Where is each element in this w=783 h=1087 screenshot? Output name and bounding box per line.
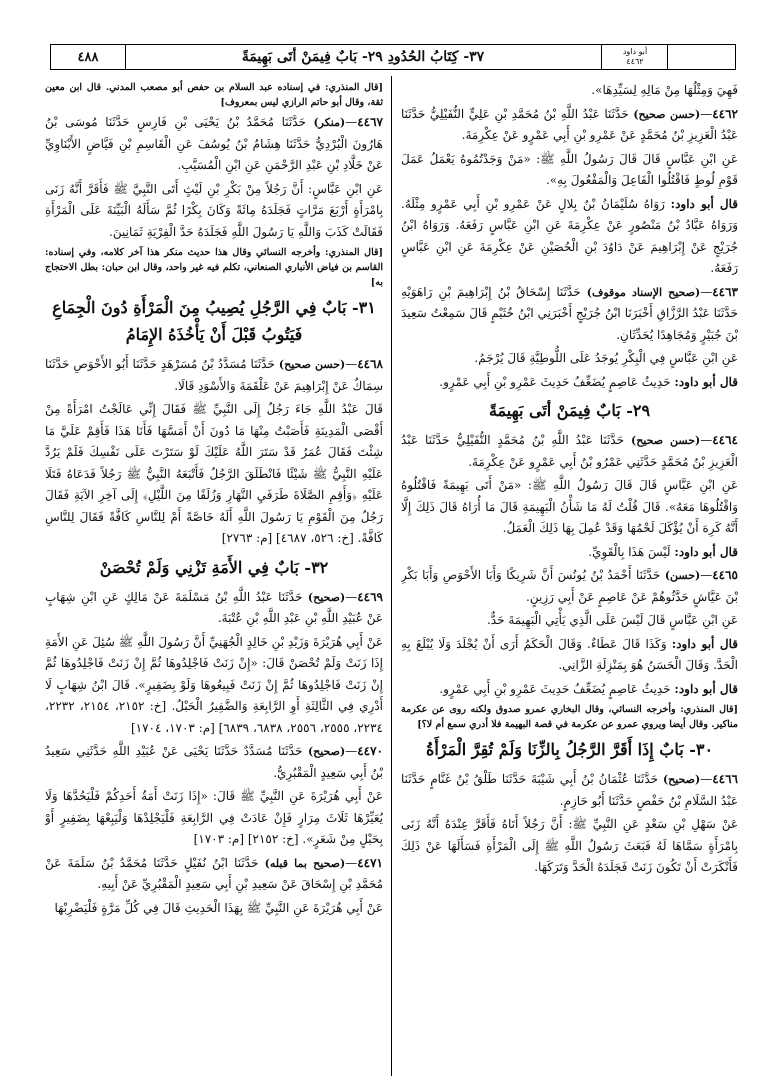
hadith-paragraph: ٤٤٦٨—(حسن صحيح) حَدَّثَنَا مُسَدَّدُ بْنُ مُسَرْهَدٍ حَدَّثَنَا أَبُو الأَحْوَصِ حَدَّثَنَا سِمَاكٌ عَنْ إِبْرَاهِيمَ عَنْ عَلْقَمَةَ وَالأَسْوَدِ قَالَا. <box>45 357 383 393</box>
footnote: [قال المنذري: وأخرجه النسائي، وقال البخاري عمرو صدوق ولكنه روى عن عكرمة مناكير. وقال أيضا ويروي عمرو عن عكرمة في قصة البهيمة فلا أدري سمع أم لا؟] <box>401 704 738 730</box>
hadith-paragraph: ٤٤٦٣—(صحيح الإسناد موقوف) حَدَّثَنَا إِسْحَاقُ بْنُ إِبْرَاهِيمَ بْنِ رَاهَوَيْهِ حَدَّثَنَا عَبْدُ الرَّزَّاقِ أَخْبَرَنَا ابْنُ جُرَيْجٍ أَخْبَرَنِي ابْنُ خُثَيْمٍ قَالَ سَمِعْتُ سَعِيدَ بْنَ جُبَيْرٍ وَمُجَاهِدًا يُحَدِّثَانِ. <box>401 284 738 342</box>
hadith-grade: (صحيح بما قبله) <box>264 856 346 870</box>
text-paragraph: عَنْ أَبِي هُرَيْرَةَ وَزَيْدِ بْنِ خَالِدٍ الْجُهَنِيِّ أَنَّ رَسُولَ اللَّهِ ﷺ سُئِلَ عَنِ الأَمَةِ إِذَا زَنَتْ وَلَمْ تُحْصَنْ قَالَ: «إِنْ زَنَتْ فَاجْلِدُوهَا ثُمَّ إِنْ زَنَتْ فَاجْلِدُوهَا ثُمَّ إِنْ زَنَتْ فَاجْلِدُوهَا ثُمَّ إِنْ زَنَتْ فَبِيعُوهَا وَلَوْ بِضَفِيرٍ». قَالَ ابْنُ شِهَابٍ لَا أَدْرِي فِي الثَّالِثَةِ أَوِ الرَّابِعَةِ وَالضَّفِيرُ الْحَبْلُ. [خ: ٢١٥٢، ٢١٥٤، ٢٢٣٢، ٢٢٣٤، ٢٥٥٥، ٢٥٥٦، ٦٨٣٨، ٦٨٣٩] [م: ١٧٠٣، ١٧٠٤] <box>45 634 383 735</box>
hadith-text: حَدَّثَنَا مُسَدَّدُ بْنُ مُسَرْهَدٍ حَدَّثَنَا أَبُو الأَحْوَصِ حَدَّثَنَا سِمَاكٌ عَنْ إِبْرَاهِيمَ عَنْ عَلْقَمَةَ وَالأَسْوَدِ قَالَا. <box>45 357 383 393</box>
remark-text: حَدِيثُ عَاصِمٍ يُضَعِّفُ حَدِيثَ عَمْرِو بْنِ أَبِي عَمْرٍو. <box>439 681 671 696</box>
hadith-text: حَدَّثَنَا إِسْحَاقُ بْنُ إِبْرَاهِيمَ بْنِ رَاهَوَيْهِ حَدَّثَنَا عَبْدُ الرَّزَّاقِ أَخْبَرَنَا ابْنُ جُرَيْجٍ أَخْبَرَنِي ابْنُ خُثَيْمٍ قَالَ سَمِعْتُ سَعِيدَ بْنَ جُبَيْرٍ وَمُجَاهِدًا يُحَدِّثَانِ. <box>401 284 738 342</box>
hadith-text: حَدَّثَنَا أَحْمَدُ بْنُ يُونُسَ أَنَّ شَرِيكًا وَأَبَا الأَحْوَصِ وَأَبَا بَكْرِ بْنَ عَيَّاشٍ حَدَّثُوهُمْ عَنْ عَاصِمٍ عَنْ أَبِي رَزِينٍ. <box>401 568 738 604</box>
hadith-grade: (حسن) <box>664 569 701 582</box>
left-column <box>45 80 383 921</box>
hadith-paragraph: ٤٤٦٧—(منكر) حَدَّثَنَا مُحَمَّدُ بْنُ يَحْيَى بْنِ فَارِسٍ حَدَّثَنَا مُوسَى بْنُ هَارُونَ الْبُرْدِيُّ حَدَّثَنَا هِشَامُ بْنُ يُوسُفَ عَنِ الْقَاسِمِ بْنِ فَيَّاضٍ الأَبْنَاوِيِّ عَنْ خَلَّادِ بْنِ عَبْدِ الرَّحْمَنِ عَنِ ابْنِ الْمُسَيَّبِ. <box>45 115 383 172</box>
remark-lead: قال أبو داود: <box>674 681 738 696</box>
header-blank-cell <box>667 45 736 69</box>
right-column <box>401 80 738 881</box>
footnote: [قال المنذري: وأخرجه النسائي وقال هذا حديث منكر هذا آخر كلامه، وفي إسناده: القاسم بن فياض الأنباري الصنعاني، تكلم فيه غير واحد، وقال ابن حبان: بطل الاحتجاج به] <box>45 247 383 288</box>
text-paragraph: عَنْ أَبِي هُرَيْرَةَ عَنِ النَّبِيِّ ﷺ قَالَ: «إِذَا زَنَتْ أَمَةُ أَحَدِكُمْ فَلْيَحُدَّهَا وَلَا يُعَيِّرْهَا ثَلَاثَ مِرَارٍ فَإِنْ عَادَتْ فِي الرَّابِعَةِ فَلْيَجْلِدْهَا وَلْيَبِعْهَا بِضَفِيرٍ أَوْ بِحَبْلٍ مِنْ شَعَرٍ». [خ: ٢١٥٢] [م: ١٧٠٣] <box>45 789 383 846</box>
hadith-grade: (صحيح الإسناد موقوف) <box>586 285 701 299</box>
hadith-text: حَدَّثَنَا مُسَدَّدٌ حَدَّثَنَا يَحْيَى عَنْ عُبَيْدِ اللَّهِ حَدَّثَنِي سَعِيدُ بْنُ أَبِي سَعِيدٍ الْمَقْبُرِيُّ. <box>45 744 383 780</box>
hadith-number: ٤٤٦٨ <box>357 357 383 371</box>
hadith-grade: (منكر) <box>313 116 346 129</box>
book-reference <box>601 45 668 69</box>
hadith-number: ٤٤٦٦ <box>712 772 738 786</box>
hadith-number: ٤٤٦٢ <box>712 106 738 121</box>
author-remark <box>401 542 738 564</box>
hadith-text: حَدَّثَنَا ابْنُ نُفَيْلٍ حَدَّثَنَا مُحَمَّدُ بْنُ سَلَمَةَ عَنْ مُحَمَّدِ بْنِ إِسْحَاقَ عَنْ سَعِيدِ بْنِ أَبِي سَعِيدٍ الْمَقْبُرِيِّ عَنْ أَبِيهِ. <box>45 855 383 891</box>
remark-text: وَكَذَا قَالَ عَطَاءٌ. وَقَالَ الْحَكَمُ أَرَى أَنْ يُجْلَدَ وَلَا يُبْلَغَ بِهِ الْحَدَّ. وَقَالَ الْحَسَنُ هُوَ بِمَنْزِلَةِ الزَّانِي. <box>401 636 738 672</box>
page-header <box>50 44 736 70</box>
hadith-text: حَدَّثَنَا عُثْمَانُ بْنُ أَبِي شَيْبَةَ حَدَّثَنَا طَلْقُ بْنُ غَنَّامٍ حَدَّثَنَا عَبْدُ السَّلَامِ بْنُ حَفْصٍ حَدَّثَنَا أَبُو حَازِمٍ. <box>401 772 738 808</box>
running-title: ٣٧- كِتَابُ الحُدُودِ ٢٩- بَابٌ فِيمَنْ أتَى بَهِيمَةً <box>241 49 485 65</box>
hadith-number: ٤٤٧٠ <box>357 744 383 758</box>
hadith-paragraph: ٤٤٦٤—(حسن صحيح) حَدَّثَنَا عَبْدُ اللَّهِ بْنُ مُحَمَّدٍ النُّفَيْلِيُّ حَدَّثَنَا عَبْدُ الْعَزِيزِ بْنُ مُحَمَّدٍ حَدَّثَنِي عَمْرُو بْنُ أَبِي عَمْرٍو عَنْ عِكْرِمَةَ. <box>401 433 738 469</box>
remark-lead: قال أبو داود: <box>671 636 738 651</box>
hadith-grade: (حسن صحيح) <box>278 358 346 371</box>
hadith-text: حَدَّثَنَا عَبْدُ اللَّهِ بْنُ مَسْلَمَةَ عَنْ مَالِكٍ عَنِ ابْنِ شِهَابٍ عَنْ عُبَيْدِ اللَّهِ بْنِ عَبْدِ اللَّهِ بْنِ عُتْبَةَ. <box>45 589 383 625</box>
hadith-grade: (حسن صحيح) <box>630 434 701 447</box>
hadith-paragraph: ٤٤٦٢—(حسن صحيح) حَدَّثَنَا عَبْدُ اللَّهِ بْنُ مُحَمَّدِ بْنِ عَلِيٍّ النُّفَيْلِيُّ حَدَّثَنَا عَبْدُ الْعَزِيزِ بْنُ مُحَمَّدٍ عَنْ عَمْرِو بْنِ أَبِي عَمْرٍو عَنْ عِكْرِمَةَ. <box>401 106 738 142</box>
hadith-number: ٤٤٧١ <box>357 855 383 870</box>
column-divider <box>391 76 392 1076</box>
remark-text: حَدِيثُ عَاصِمٍ يُضَعِّفُ حَدِيثَ عَمْرِو بْنِ أَبِي عَمْرٍو. <box>439 374 671 389</box>
text-paragraph: عَنْ أَبِي هُرَيْرَةَ عَنِ النَّبِيِّ ﷺ بِهَذَا الْحَدِيثِ قَالَ فِي كُلِّ مَرَّةٍ فَلْيَضْرِبْهَا <box>54 900 383 915</box>
text-paragraph: عَنِ ابْنِ عَبَّاسٍ فِي الْبِكْرِ يُوجَدُ عَلَى اللُّوطِيَّةِ قَالَ يُرْجَمُ. <box>474 351 738 365</box>
hadith-number: ٤٤٦٣ <box>712 284 738 299</box>
text-paragraph: فَهِيَ وَمِثْلُهَا مِنْ مَالِهِ لِسَيِّدِهَا». <box>591 83 738 97</box>
hadith-paragraph: ٤٤٧٠—(صحيح) حَدَّثَنَا مُسَدَّدٌ حَدَّثَنَا يَحْيَى عَنْ عُبَيْدِ اللَّهِ حَدَّثَنِي سَعِيدُ بْنُ أَبِي سَعِيدٍ الْمَقْبُرِيُّ. <box>45 744 383 780</box>
hadith-grade: (صحيح) <box>307 745 346 758</box>
hadith-text: حَدَّثَنَا مُحَمَّدُ بْنُ يَحْيَى بْنِ فَارِسٍ حَدَّثَنَا مُوسَى بْنُ هَارُونَ الْبُرْدِيُّ حَدَّثَنَا هِشَامُ بْنُ يُوسُفَ عَنِ الْقَاسِمِ بْنِ فَيَّاضٍ الأَبْنَاوِيِّ عَنْ خَلَّادِ بْنِ عَبْدِ الرَّحْمَنِ عَنِ ابْنِ الْمُسَيَّبِ. <box>45 115 383 172</box>
hadith-paragraph: ٤٤٦٥—(حسن) حَدَّثَنَا أَحْمَدُ بْنُ يُونُسَ أَنَّ شَرِيكًا وَأَبَا الأَحْوَصِ وَأَبَا بَكْرِ بْنَ عَيَّاشٍ حَدَّثُوهُمْ عَنْ عَاصِمٍ عَنْ أَبِي رَزِينٍ. <box>401 568 738 604</box>
text-paragraph: عَنِ ابْنِ عَبَّاسٍ قَالَ قَالَ رَسُولُ اللَّهِ ﷺ: «مَنْ وَجَدْتُمُوهُ يَعْمَلُ عَمَلَ قَوْمِ لُوطٍ فَاقْتُلُوا الْفَاعِلَ وَالْمَفْعُولَ بِهِ». <box>401 151 738 187</box>
hadith-paragraph: ٤٤٧١—(صحيح بما قبله) حَدَّثَنَا ابْنُ نُفَيْلٍ حَدَّثَنَا مُحَمَّدُ بْنُ سَلَمَةَ عَنْ مُحَمَّدِ بْنِ إِسْحَاقَ عَنْ سَعِيدِ بْنِ أَبِي سَعِيدٍ الْمَقْبُرِيِّ عَنْ أَبِيهِ. <box>45 855 383 891</box>
text-paragraph: قَالَ عَبْدُ اللَّهِ جَاءَ رَجُلٌ إِلَى النَّبِيِّ ﷺ فَقَالَ إِنِّي عَالَجْتُ امْرَأَةً مِنْ أَقْصَى الْمَدِينَةِ فَأَصَبْتُ مِنْهَا مَا دُونَ أَنْ أَمَسَّهَا فَأَنَا هَذَا فَأَقِمْ عَلَيَّ مَا شِئْتَ فَقَالَ عُمَرُ قَدْ سَتَرَ اللَّهُ عَلَيْكَ لَوْ سَتَرْتَ عَلَى نَفْسِكَ فَلَمْ يَرُدَّ عَلَيْهِ النَّبِيُّ ﷺ شَيْئًا فَانْطَلَقَ الرَّجُلُ فَأَتْبَعَهُ النَّبِيُّ ﷺ رَجُلاً فَدَعَاهُ فَتَلَا عَلَيْهِ ﴿وَأَقِمِ الصَّلَاةَ طَرَفَيِ النَّهَارِ وَزُلَفًا مِنَ اللَّيْلِ﴾ إِلَى آخِرِ الآيَةِ فَقَالَ رَجُلٌ مِنَ الْقَوْمِ يَا رَسُولَ اللَّهِ أَلَهُ خَاصَّةً أَمْ لِلنَّاسِ كَافَّةً فَقَالَ لِلنَّاسِ كَافَّةً. [خ: ٥٢٦، ٤٦٨٧] [م: ٢٧٦٣] <box>45 402 383 545</box>
remark-text: رَوَاهُ سُلَيْمَانُ بْنُ بِلالٍ عَنْ عَمْرِو بْنِ أَبِي عَمْرٍو مِثْلَهُ. وَرَوَاهُ عَبَّادُ بْنُ مَنْصُورٍ عَنْ عِكْرِمَةَ عَنِ ابْنِ عَبَّاسٍ رَفَعَهُ. وَرَوَاهُ ابْنُ جُرَيْجٍ عَنْ إِبْرَاهِيمَ عَنْ دَاوُدَ بْنِ الْحُصَيْنِ عَنْ عِكْرِمَةَ عَنِ ابْنِ عَبَّاسٍ رَفَعَهُ. <box>401 196 738 275</box>
footnote: [قال المنذري: في إسناده عبد السلام بن حفص أبو مصعب المدني. قال ابن معين ثقة، وقال أبو حاتم الرازي ليس بمعروف] <box>45 82 383 108</box>
hadith-text: حَدَّثَنَا عَبْدُ اللَّهِ بْنُ مُحَمَّدٍ النُّفَيْلِيُّ حَدَّثَنَا عَبْدُ الْعَزِيزِ بْنُ مُحَمَّدٍ حَدَّثَنِي عَمْرُو بْنُ أَبِي عَمْرٍو عَنْ عِكْرِمَةَ. <box>401 433 738 469</box>
chapter-heading: ٣٢- بَابٌ فِي الأَمَةِ تَزْنِي وَلَمْ تُحْصَنْ <box>99 557 329 577</box>
text-paragraph: عَنِ ابْنِ عَبَّاسٍ: أَنَّ رَجُلاً مِنْ بَكْرِ بْنِ لَيْثٍ أَتَى النَّبِيَّ ﷺ فَأَقَرَّ أَنَّهُ زَنَى بِامْرَأَةٍ أَرْبَعَ مَرَّاتٍ فَجَلَدَهُ مِائَةً وَكَانَ بِكْرًا ثُمَّ سَأَلَهُ الْبَيِّنَةَ عَلَى الْمَرْأَةِ فَقَالَتْ كَذَبَ وَاللَّهِ يَا رَسُولَ اللَّهِ فَجَلَدَهُ حَدَّ الْفِرْيَةِ ثَمَانِينَ. <box>45 181 383 239</box>
text-paragraph: عَنْ سَهْلِ بْنِ سَعْدٍ عَنِ النَّبِيِّ ﷺ: أَنَّ رَجُلاً أَتَاهُ فَأَقَرَّ عِنْدَهُ أَنَّهُ زَنَى بِامْرَأَةٍ سَمَّاهَا لَهُ فَبَعَثَ رَسُولُ اللَّهِ ﷺ إِلَى الْمَرْأَةِ فَسَأَلَهَا عَنْ ذَلِكَ فَأَنْكَرَتْ أَنْ تَكُونَ زَنَتْ فَجَلَدَهُ الْحَدَّ وَتَرَكَهَا. <box>401 817 738 874</box>
author-remark <box>401 372 738 394</box>
book-name: أبو داود <box>622 47 648 56</box>
hadith-grade: (حسن صحيح) <box>633 107 701 121</box>
volume-reference: ٤٤٦٢ <box>626 57 644 66</box>
hadith-paragraph: ٤٤٦٦—(صحيح) حَدَّثَنَا عُثْمَانُ بْنُ أَبِي شَيْبَةَ حَدَّثَنَا طَلْقُ بْنُ غَنَّامٍ حَدَّثَنَا عَبْدُ السَّلَامِ بْنُ حَفْصٍ حَدَّثَنَا أَبُو حَازِمٍ. <box>401 772 738 808</box>
author-remark <box>401 679 738 701</box>
author-remark <box>401 194 738 280</box>
remark-lead: قال أبو داود: <box>674 544 738 559</box>
hadith-number: ٤٤٦٥ <box>712 568 738 582</box>
text-paragraph: عَنِ ابْنِ عَبَّاسٍ قَالَ لَيْسَ عَلَى الَّذِي يَأْتِي الْبَهِيمَةَ حَدٌّ. <box>486 613 738 627</box>
hadith-paragraph: ٤٤٦٩—(صحيح) حَدَّثَنَا عَبْدُ اللَّهِ بْنُ مَسْلَمَةَ عَنْ مَالِكٍ عَنِ ابْنِ شِهَابٍ عَنْ عُبَيْدِ اللَّهِ بْنِ عَبْدِ اللَّهِ بْنِ عُتْبَةَ. <box>45 589 383 625</box>
chapter-heading: ٣١- بَابٌ فِي الرَّجُلِ يُصِيبُ مِنَ الْمَرْأَةِ دُونَ الْجِمَاعِ فَيَتُوبُ قَبْلَ أَنْ يَأْخُذَهُ الإِمَامُ <box>52 298 376 344</box>
hadith-text: حَدَّثَنَا عَبْدُ اللَّهِ بْنُ مُحَمَّدِ بْنِ عَلِيٍّ النُّفَيْلِيُّ حَدَّثَنَا عَبْدُ الْعَزِيزِ بْنُ مُحَمَّدٍ عَنْ عَمْرِو بْنِ أَبِي عَمْرٍو عَنْ عِكْرِمَةَ. <box>401 106 738 142</box>
text-paragraph: عَنِ ابْنِ عَبَّاسٍ قَالَ قَالَ رَسُولُ اللَّهِ ﷺ: «مَنْ أَتَى بَهِيمَةً فَاقْتُلُوهُ وَاقْتُلُوهَا مَعَهُ». قَالَ قُلْتُ لَهُ مَا شَأْنُ الْبَهِيمَةِ قَالَ مَا أُرَاهُ قَالَ ذَلِكَ إِلَّا أَنَّهُ كَرِهَ أَنْ يُؤْكَلَ لَحْمُهَا وَقَدْ عُمِلَ بِهَا ذَلِكَ الْعَمَلُ. <box>401 478 738 535</box>
author-remark <box>401 634 738 677</box>
hadith-grade: (صحيح) <box>662 773 701 786</box>
remark-text: لَيْسَ هَذَا بِالْقَوِيِّ. <box>588 544 671 559</box>
page-number: ٤٨٨ <box>51 45 126 69</box>
hadith-grade: (صحيح) <box>307 590 346 604</box>
chapter-heading: ٢٩- بَابٌ فِيمَنْ أتَى بَهِيمَةً <box>488 401 651 420</box>
hadith-number: ٤٤٦٧ <box>357 115 383 129</box>
remark-lead: قال أبو داود: <box>674 374 738 389</box>
remark-lead: قال أبو داود: <box>670 196 738 211</box>
hadith-number: ٤٤٦٤ <box>712 433 738 447</box>
chapter-heading: ٣٠- بَابٌ إِذَا أَقَرَّ الرَّجُلُ بِالزِّنَا وَلَمْ تُقِرَّ الْمَرْأَةُ <box>425 740 714 759</box>
hadith-number: ٤٤٦٩ <box>357 589 383 604</box>
